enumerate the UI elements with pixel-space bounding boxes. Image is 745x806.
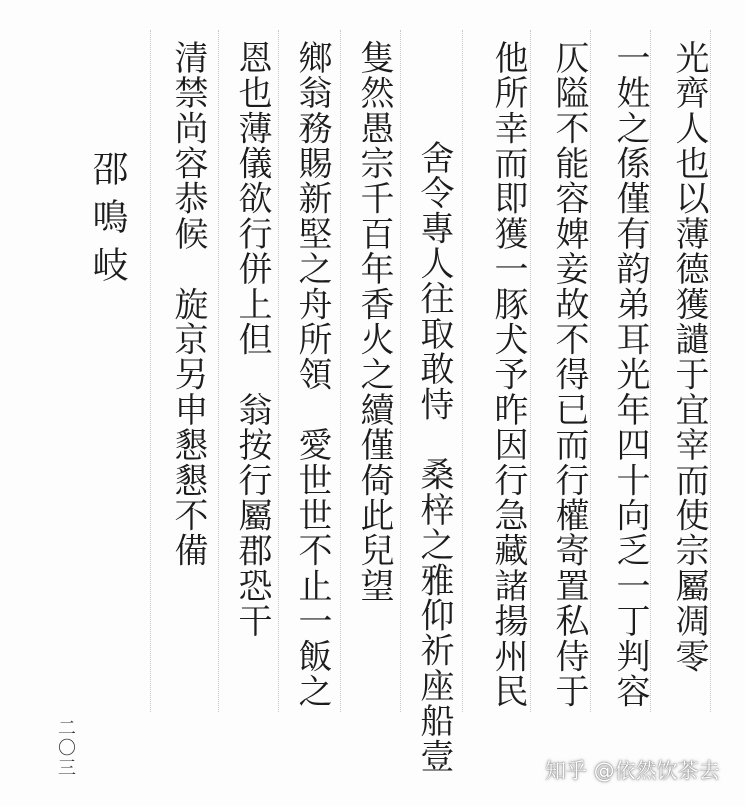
text-column (547, 40, 591, 709)
text-column (667, 40, 711, 674)
text-column (290, 40, 334, 709)
page-number-text: 二〇三 (55, 718, 76, 778)
text-column (166, 40, 210, 568)
column-rule (218, 30, 219, 712)
page-number (45, 718, 85, 778)
text-column (412, 140, 456, 774)
column-text: 一姓之係僅有韵弟耳光年四十向乏一丁判容 (610, 40, 650, 709)
column-rule (462, 30, 463, 712)
column-text: 他所幸而即獲一豚犬予昨因行急藏諸揚州民 (488, 40, 528, 709)
column-text: 清禁尚容恭候 旋京另申懇懇不備 (168, 40, 208, 568)
column-rule (278, 30, 279, 712)
column-text: 舍令專人往取敢恃 桑梓之雅仰祈座船壹 (414, 140, 454, 774)
column-text: 鄉翁務賜新堅之舟所領 愛世世不止一飯之 (292, 40, 332, 709)
column-text: 恩也薄儀欲行併上但 翁按行屬郡恐干 (232, 40, 272, 639)
signature (87, 150, 131, 294)
text-column (352, 40, 396, 603)
zhihu-watermark (545, 750, 735, 790)
text-column (230, 40, 274, 638)
column-rule (150, 30, 151, 712)
signature-text: 邵鳴岐 (87, 150, 128, 294)
column-rule (340, 30, 341, 712)
column-text: 仄隘不能容婢妾故不得已而行權寄置私侍于 (549, 40, 589, 709)
column-text: 隻然愚宗千百年香火之續僅倚此兒望 (354, 40, 394, 604)
watermark-text: 知乎 @依然饮茶去 (545, 759, 720, 783)
column-rule (400, 30, 401, 712)
text-column (608, 40, 652, 709)
column-text: 光齊人也以薄德獲譴于宜宰而使宗屬凋零 (669, 40, 709, 674)
column-rule (530, 30, 531, 712)
text-column (486, 40, 530, 709)
